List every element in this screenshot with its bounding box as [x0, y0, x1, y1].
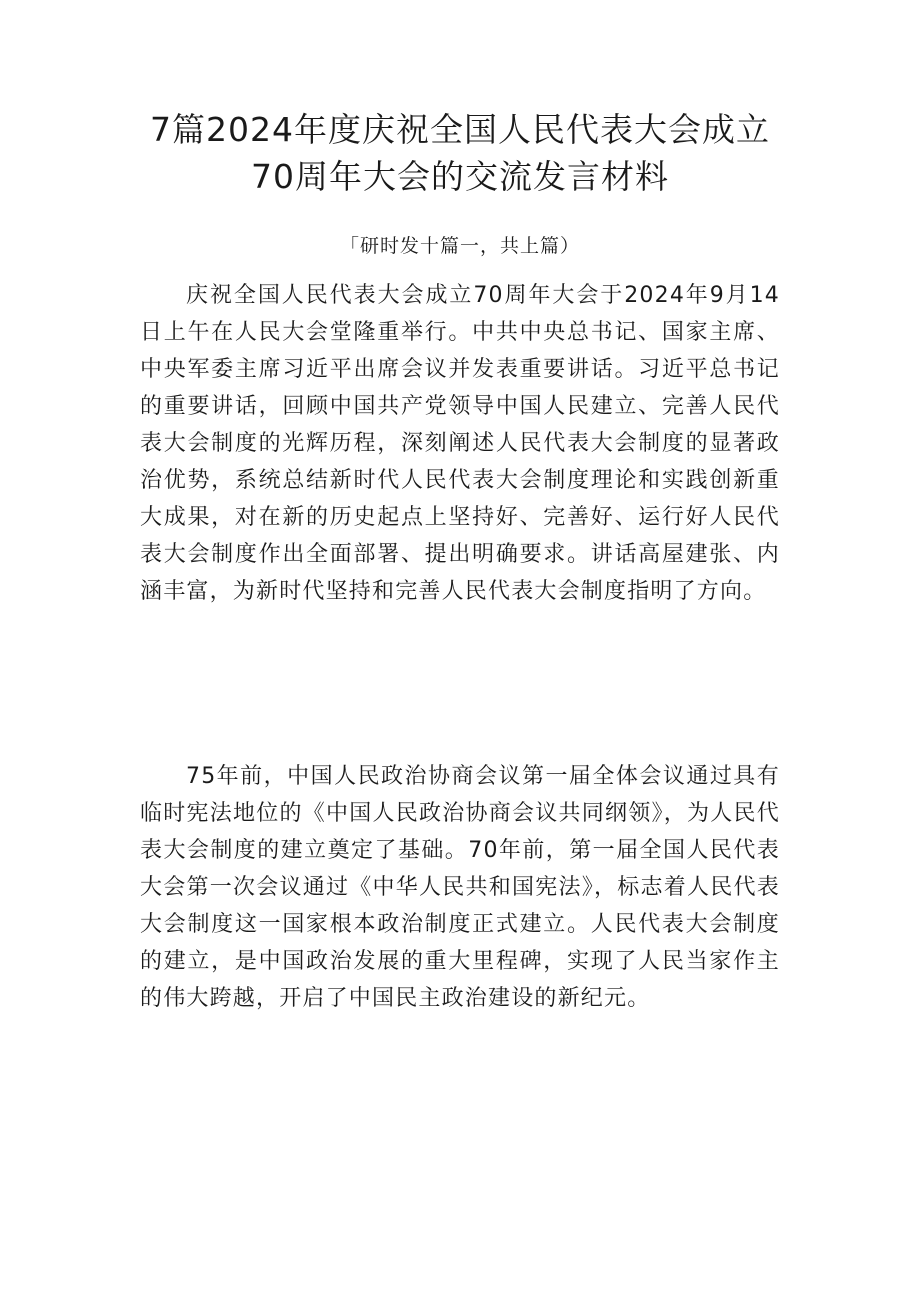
- document-title-line-1: 7篇2024年度庆祝全国人民代表大会成立: [150, 110, 770, 149]
- body-paragraph: 75年前，中国人民政治协商会议第一届全体会议通过具有临时宪法地位的《中国人民政治协商会议共同纲领》，为人民代表大会制度的建立奠定了基础。70年前，第一届全国人民代表大会第一次会议通过《中华人民共和国宪法》，标志着人民代表大会制度这一国家根本政治制度正式建立。人民代表大会制度的建立，是中国政治发展的重大里程碑，实现了人民当家作主的伟大跨越，开启了中国民主政治建设的新纪元。: [140, 764, 780, 1011]
- document-title-line-2: 70周年大会的交流发言材料: [251, 157, 669, 196]
- body-paragraph-1-block: [140, 277, 780, 610]
- body-paragraph-2-block: [140, 758, 780, 1017]
- document-subtitle: 「研时发十篇一，共上篇）: [339, 235, 580, 257]
- body-paragraph: 庆祝全国人民代表大会成立70周年大会于2024年9月14日上午在人民大会堂隆重举行。中共中央总书记、国家主席、中央军委主席习近平出席会议并发表重要讲话。习近平总书记的重要讲话，回顾中国共产党领导中国人民建立、完善人民代表大会制度的光辉历程，深刻阐述人民代表大会制度的显著政治优势，系统总结新时代人民代表大会制度理论和实践创新重大成果，对在新的历史起点上坚持好、完善好、运行好人民代表大会制度作出全面部署、提出明确要求。讲话高屋建张、内涵丰富，为新时代坚持和完善人民代表大会制度指明了方向。: [140, 283, 780, 604]
